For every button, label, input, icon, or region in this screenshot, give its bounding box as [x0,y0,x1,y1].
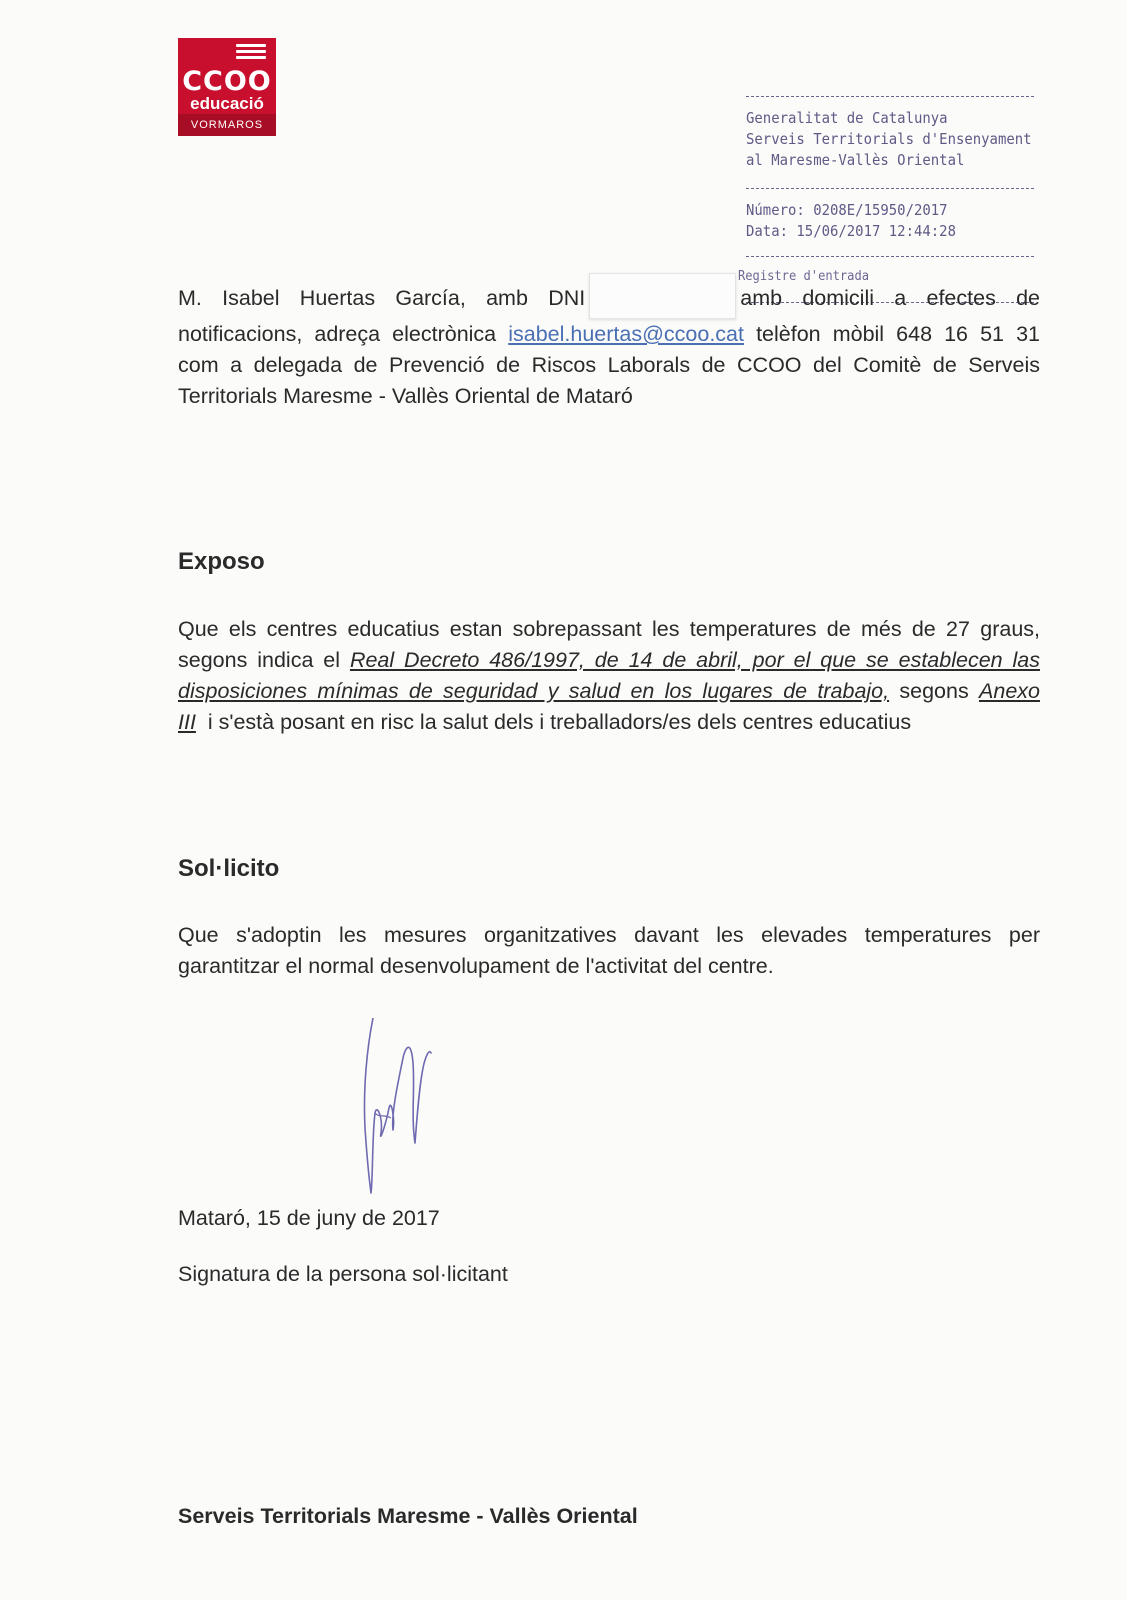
signature-caption: Signatura de la persona sol·licitant [178,1262,508,1286]
ccoo-educacio-logo [178,38,276,136]
annex-reference: Anexo [979,679,1040,703]
registration-stamp [738,96,1034,302]
decree-reference: Real Decreto 486/1997, de 14 de abril, por el que se establecen las [349,648,1040,672]
logo-line1: educació [190,94,264,113]
exposo-heading: Exposo [178,548,265,575]
exposo-text: segons indica el [178,648,341,672]
stamp-line1: Generalitat de Catalunya [746,109,948,127]
exposo-line1: Que els centres educatius estan sobrepassant les temperatures de més de 27 graus, [178,617,1040,641]
intro-text: amb domicili a efectes de [740,286,1041,310]
stamp-rule [746,96,1034,97]
intro-line3: com a delegada de Prevenció de Riscos Laborals de CCOO del Comitè de Serveis [178,353,1040,377]
sollicito-heading: Sol·licito [178,855,280,882]
intro-text: notificacions, adreça electrònica [178,322,497,346]
redacted-dni [589,273,736,319]
logo-brand: CCOO [182,66,272,97]
exposo-text: segons [899,679,969,703]
stamp-footer: Registre d'entrada [738,269,870,284]
stamp-date [746,221,956,242]
stamp-number-value: 0208E/15950/2017 [813,201,948,219]
stamp-line3: al Maresme-Vallès Oriental [746,151,965,169]
stamp-rule [746,256,1034,257]
exposo-line4 [178,707,1040,738]
email-link[interactable]: isabel.huertas@ccoo.cat [508,322,744,346]
exposo-text: i s'està posant en risc la salut dels i treballadors/es dels centres educatius [207,710,912,734]
sollicito-line2: garantitzar el normal desenvolupament de l'activitat del centre. [178,954,774,978]
sollicito-line1: Que s'adoptin les mesures organitzatives davant les elevades temperatures per [178,923,1040,947]
logo-line2: VORMAROS [178,114,276,136]
exposo-paragraph [178,614,1040,738]
footer-organization: Serveis Territorials Maresme - Vallès Oriental [178,1504,638,1528]
stamp-rule [746,188,1034,189]
intro-line4: Territorials Maresme - Vallès Oriental de Mataró [178,384,633,408]
intro-line2 [178,319,1040,350]
logo-stripes-icon [236,44,266,62]
stamp-line2: Serveis Territorials d'Ensenyament [746,130,1032,148]
exposo-line3 [178,676,1040,707]
intro-line1 [178,273,1040,319]
sollicito-paragraph [178,920,1040,982]
handwritten-signature [355,1018,445,1198]
stamp-date-label: Data: [746,222,788,240]
decree-reference: disposiciones mínimas de seguridad y salud en los lugares de trabajo, [178,679,890,703]
intro-paragraph [178,273,1040,412]
stamp-number-label: Número: [746,201,805,219]
stamp-number [746,200,948,221]
intro-text: telèfon mòbil 648 16 51 31 [756,322,1040,346]
intro-text: M. Isabel Huertas García, amb DNI [178,286,586,310]
stamp-date-value: 15/06/2017 12:44:28 [796,222,956,240]
exposo-line2 [178,645,1040,676]
annex-reference: III [178,710,196,734]
place-date: Mataró, 15 de juny de 2017 [178,1206,440,1230]
